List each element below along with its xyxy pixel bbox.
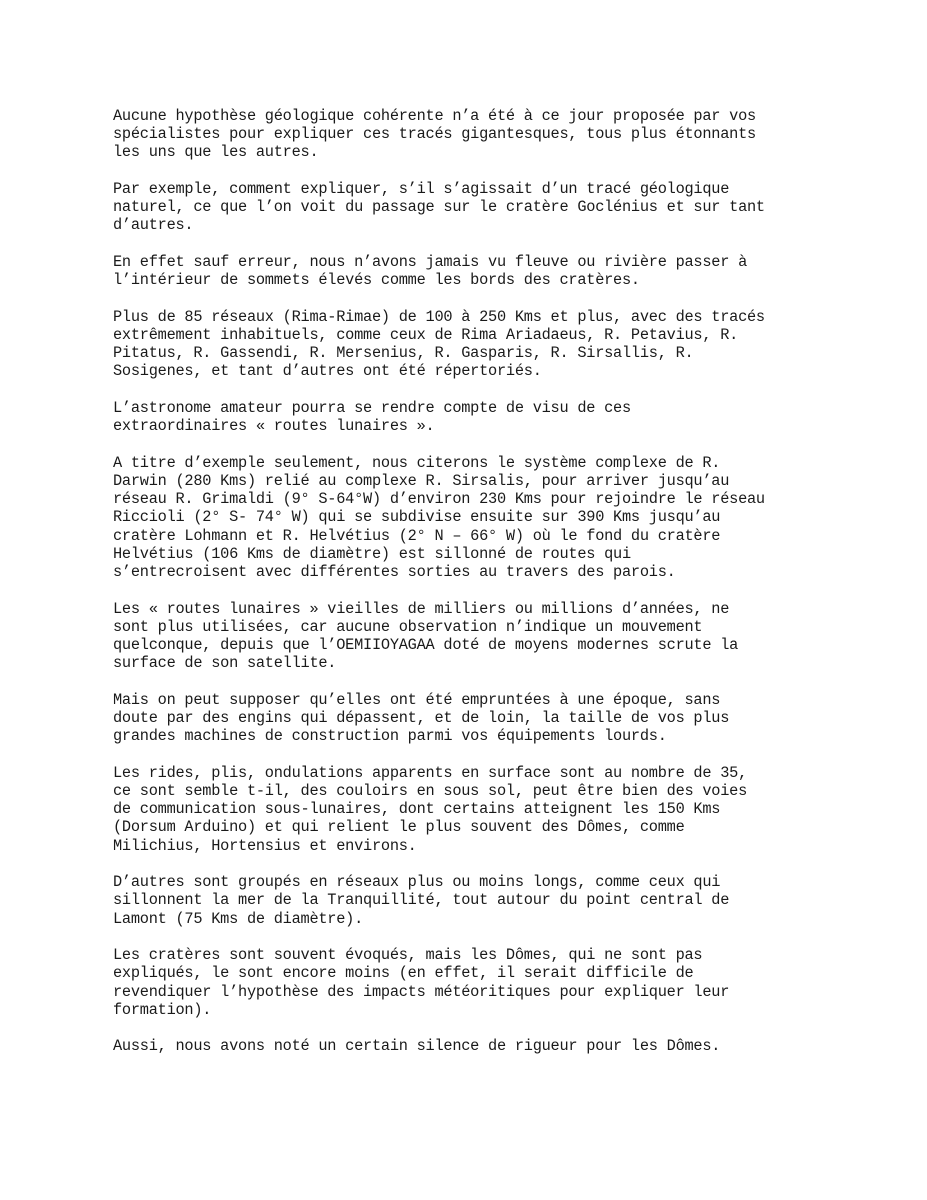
paragraph-3: En effet sauf erreur, nous n’avons jamais vu fleuve ou rivière passer à l’intérieur de sommets élevés comme les bords des cratères.	[113, 253, 748, 290]
paragraph-7: Les « routes lunaires » vieilles de milliers ou millions d’années, ne sont plus utilisées, car aucune observation n’indique un mouvement quelconque, depuis que l’OEMIIOYAGAA doté de moyens modernes scrute la surface de son satellite.	[113, 599, 739, 673]
paragraph-4: Plus de 85 réseaux (Rima-Rimae) de 100 à 250 Kms et plus, avec des tracés extrêmement inhabituels, comme ceux de Rima Ariadaeus, R. Petavius, R. Pitatus, R. Gassendi, R. Mersenius, R. Gasparis, R. Sirsallis, R. Sosigenes, et tant d’autres ont été répertoriés.	[113, 307, 765, 381]
paragraph-11: Les cratères sont souvent évoqués, mais les Dômes, qui ne sont pas expliqués, le sont encore moins (en effet, il serait difficile de revendiquer l’hypothèse des impacts météoritiques pour expliquer leur formation).	[113, 946, 730, 1019]
paragraph-9: Les rides, plis, ondulations apparents en surface sont au nombre de 35, ce sont semble t-il, des couloirs en sous sol, peut être bien des voies de communication sous-lunaires, dont certains atteignent les 150 Kms (Dorsum Arduino) et qui relient le plus souvent des Dômes, comme Milichius, Hortensius et environs.	[113, 763, 748, 855]
paragraph-5: L’astronome amateur pourra se rendre compte de visu de ces extraordinaires « routes lunaires ».	[113, 399, 631, 436]
paragraph-10: D’autres sont groupés en réseaux plus ou moins longs, comme ceux qui sillonnent la mer de la Tranquillité, tout autour du point central de Lamont (75 Kms de diamètre).	[113, 873, 730, 928]
paragraph-1: Aucune hypothèse géologique cohérente n’a été à ce jour proposée par vos spécialistes pour expliquer ces tracés gigantesques, tous plus étonnants les uns que les autres.	[113, 107, 756, 162]
paragraph-12: Aussi, nous avons noté un certain silence de rigueur pour les Dômes.	[113, 1037, 721, 1056]
document-page	[113, 107, 823, 1074]
paragraph-8: Mais on peut supposer qu’elles ont été empruntées à une époque, sans doute par des engins qui dépassent, et de loin, la taille de vos plus grandes machines de construction parmi vos équipements lourds.	[113, 690, 730, 746]
paragraph-2: Par exemple, comment expliquer, s’il s’agissait d’un tracé géologique naturel, ce que l’on voit du passage sur le cratère Goclénius et sur tant d’autres.	[113, 180, 765, 235]
paragraph-6: A titre d’exemple seulement, nous citerons le système complexe de R. Darwin (280 Kms) relié au complexe R. Sirsalis, pour arriver jusqu’au réseau R. Grimaldi (9° S-64°W) d’environ 230 Kms pour rejoindre le réseau Riccioli (2° S- 74° W) qui se subdivise ensuite sur 390 Kms jusqu’au cratère Lohmann et R. Helvétius (2° N – 66° W) où le fond du cratère Helvétius (106 Kms de diamètre) est sillonné de routes qui s’entrecroisent avec différentes sorties au travers des parois.	[113, 453, 765, 582]
